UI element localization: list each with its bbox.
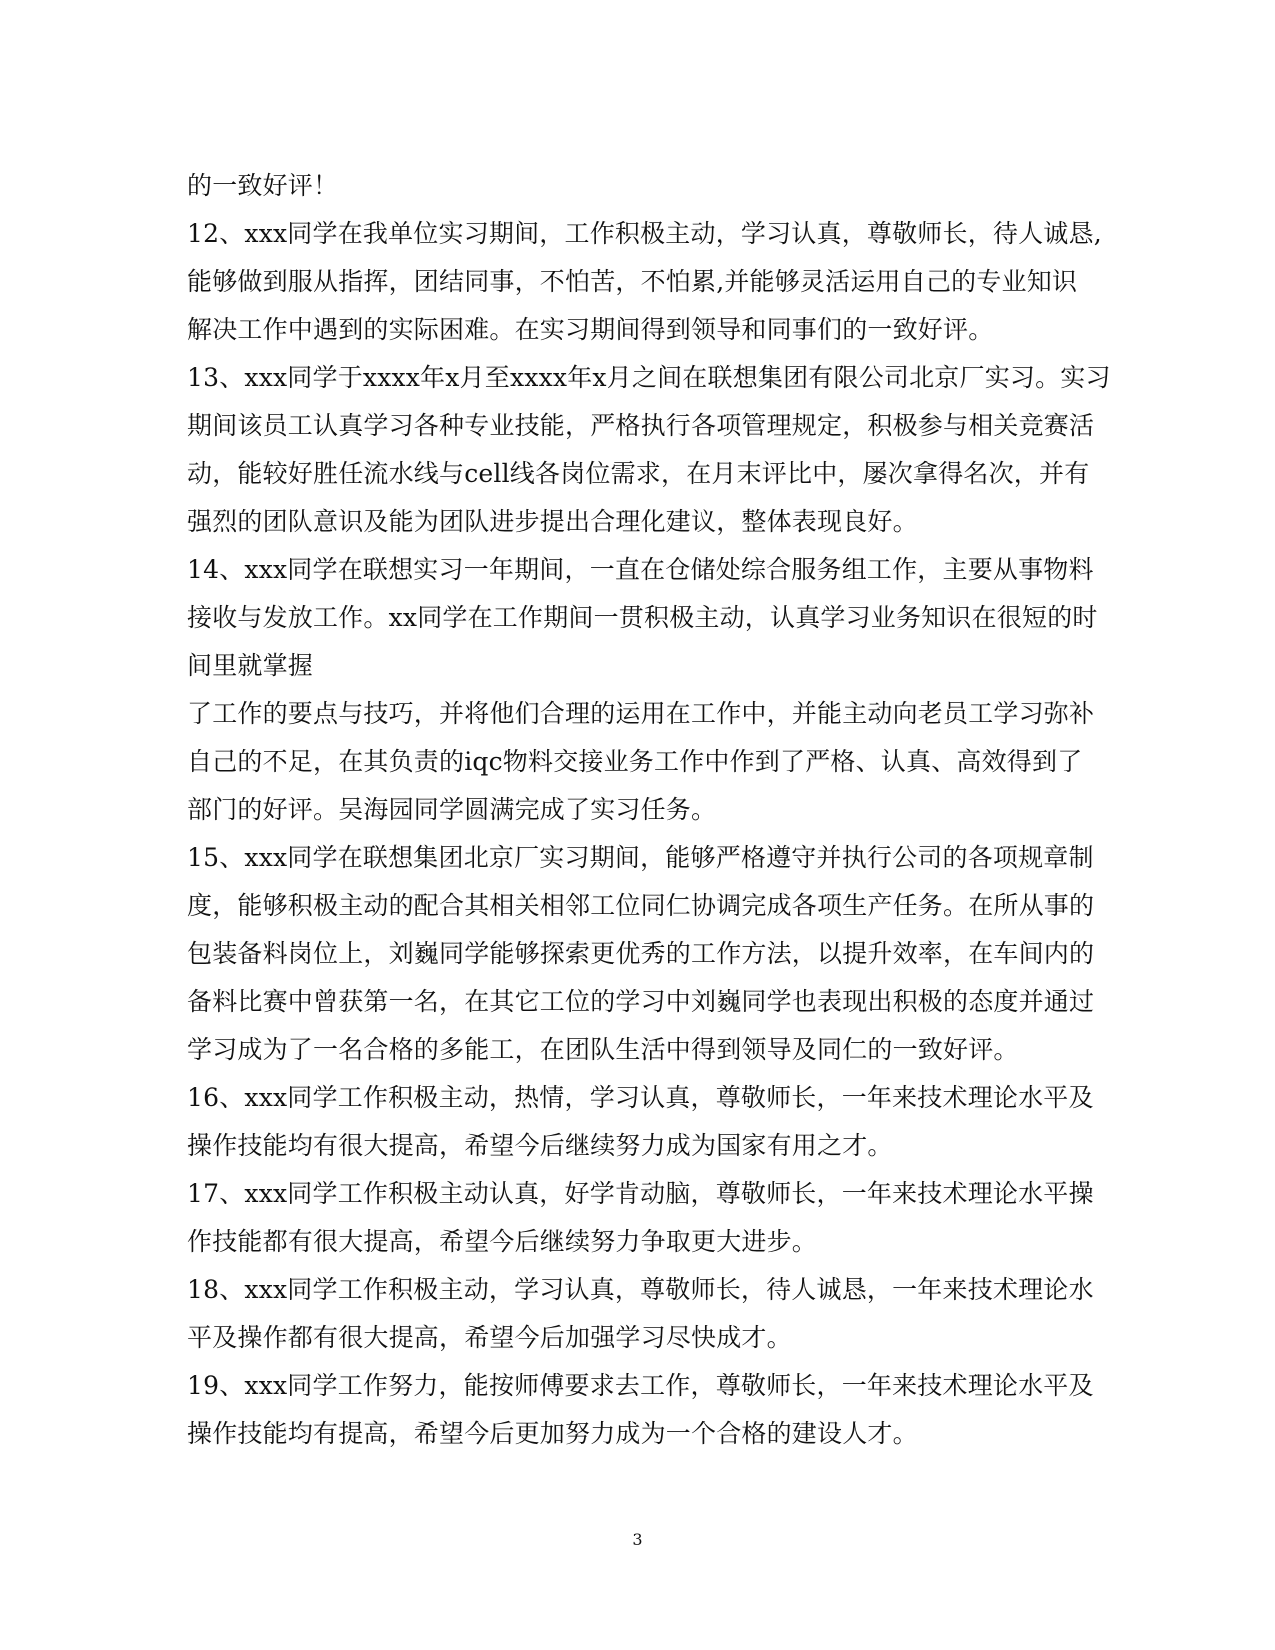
- document-body: [187, 162, 1111, 1458]
- text-line: 的一致好评！: [187, 171, 339, 200]
- text-line: 期间该员工认真学习各种专业技能，严格执行各项管理规定，积极参与相关竞赛活: [187, 411, 1095, 440]
- text-line: 备料比赛中曾获第一名，在其它工位的学习中刘巍同学也表现出积极的态度并通过: [187, 987, 1095, 1016]
- text-line: 13、xxx同学于xxxx年x月至xxxx年x月之间在联想集团有限公司北京厂实习。实习: [187, 363, 1111, 392]
- text-line: 能够做到服从指挥，团结同事，不怕苦，不怕累,并能够灵活运用自己的专业知识: [187, 267, 1078, 296]
- text-line: 12、xxx同学在我单位实习期间，工作积极主动，学习认真，尊敬师长，待人诚恳,: [187, 219, 1102, 248]
- text-line: 15、xxx同学在联想集团北京厂实习期间，能够严格遵守并执行公司的各项规章制: [187, 843, 1094, 872]
- text-line: 学习成为了一名合格的多能工，在团队生活中得到领导及同仁的一致好评。: [187, 1035, 1019, 1064]
- text-line: 度，能够积极主动的配合其相关相邻工位同仁协调完成各项生产任务。在所从事的: [187, 891, 1095, 920]
- page-number: 3: [632, 1530, 643, 1549]
- text-line: 操作技能均有很大提高，希望今后继续努力成为国家有用之才。: [187, 1131, 893, 1160]
- text-line: 了工作的要点与技巧，并将他们合理的运用在工作中，并能主动向老员工学习弥补: [187, 699, 1095, 728]
- text-line: 动，能较好胜任流水线与cell线各岗位需求，在月末评比中，屡次拿得名次，并有: [187, 459, 1090, 488]
- text-line: 自己的不足，在其负责的iqc物料交接业务工作中作到了严格、认真、高效得到了: [187, 747, 1083, 776]
- text-line: 强烈的团队意识及能为团队进步提出合理化建议，整体表现良好。: [187, 507, 918, 536]
- text-line: 操作技能均有提高，希望今后更加努力成为一个合格的建设人才。: [187, 1419, 918, 1448]
- text-line: 间里就掌握: [187, 651, 314, 680]
- text-line: 接收与发放工作。xx同学在工作期间一贯积极主动，认真学习业务知识在很短的时: [187, 603, 1098, 632]
- text-line: 平及操作都有很大提高，希望今后加强学习尽快成才。: [187, 1323, 792, 1352]
- text-line: 包装备料岗位上，刘巍同学能够探索更优秀的工作方法，以提升效率，在车间内的: [187, 939, 1095, 968]
- text-line: 16、xxx同学工作积极主动，热情，学习认真，尊敬师长，一年来技术理论水平及: [187, 1083, 1094, 1112]
- text-line: 14、xxx同学在联想实习一年期间，一直在仓储处综合服务组工作，主要从事物料: [187, 555, 1094, 584]
- text-line: 19、xxx同学工作努力，能按师傅要求去工作，尊敬师长，一年来技术理论水平及: [187, 1371, 1094, 1400]
- text-line: 17、xxx同学工作积极主动认真，好学肯动脑，尊敬师长，一年来技术理论水平操: [187, 1179, 1094, 1208]
- text-line: 解决工作中遇到的实际困难。在实习期间得到领导和同事们的一致好评。: [187, 315, 994, 344]
- text-line: 18、xxx同学工作积极主动，学习认真，尊敬师长，待人诚恳，一年来技术理论水: [187, 1275, 1094, 1304]
- text-line: 作技能都有很大提高，希望今后继续努力争取更大进步。: [187, 1227, 818, 1256]
- text-line: 部门的好评。吴海园同学圆满完成了实习任务。: [187, 795, 717, 824]
